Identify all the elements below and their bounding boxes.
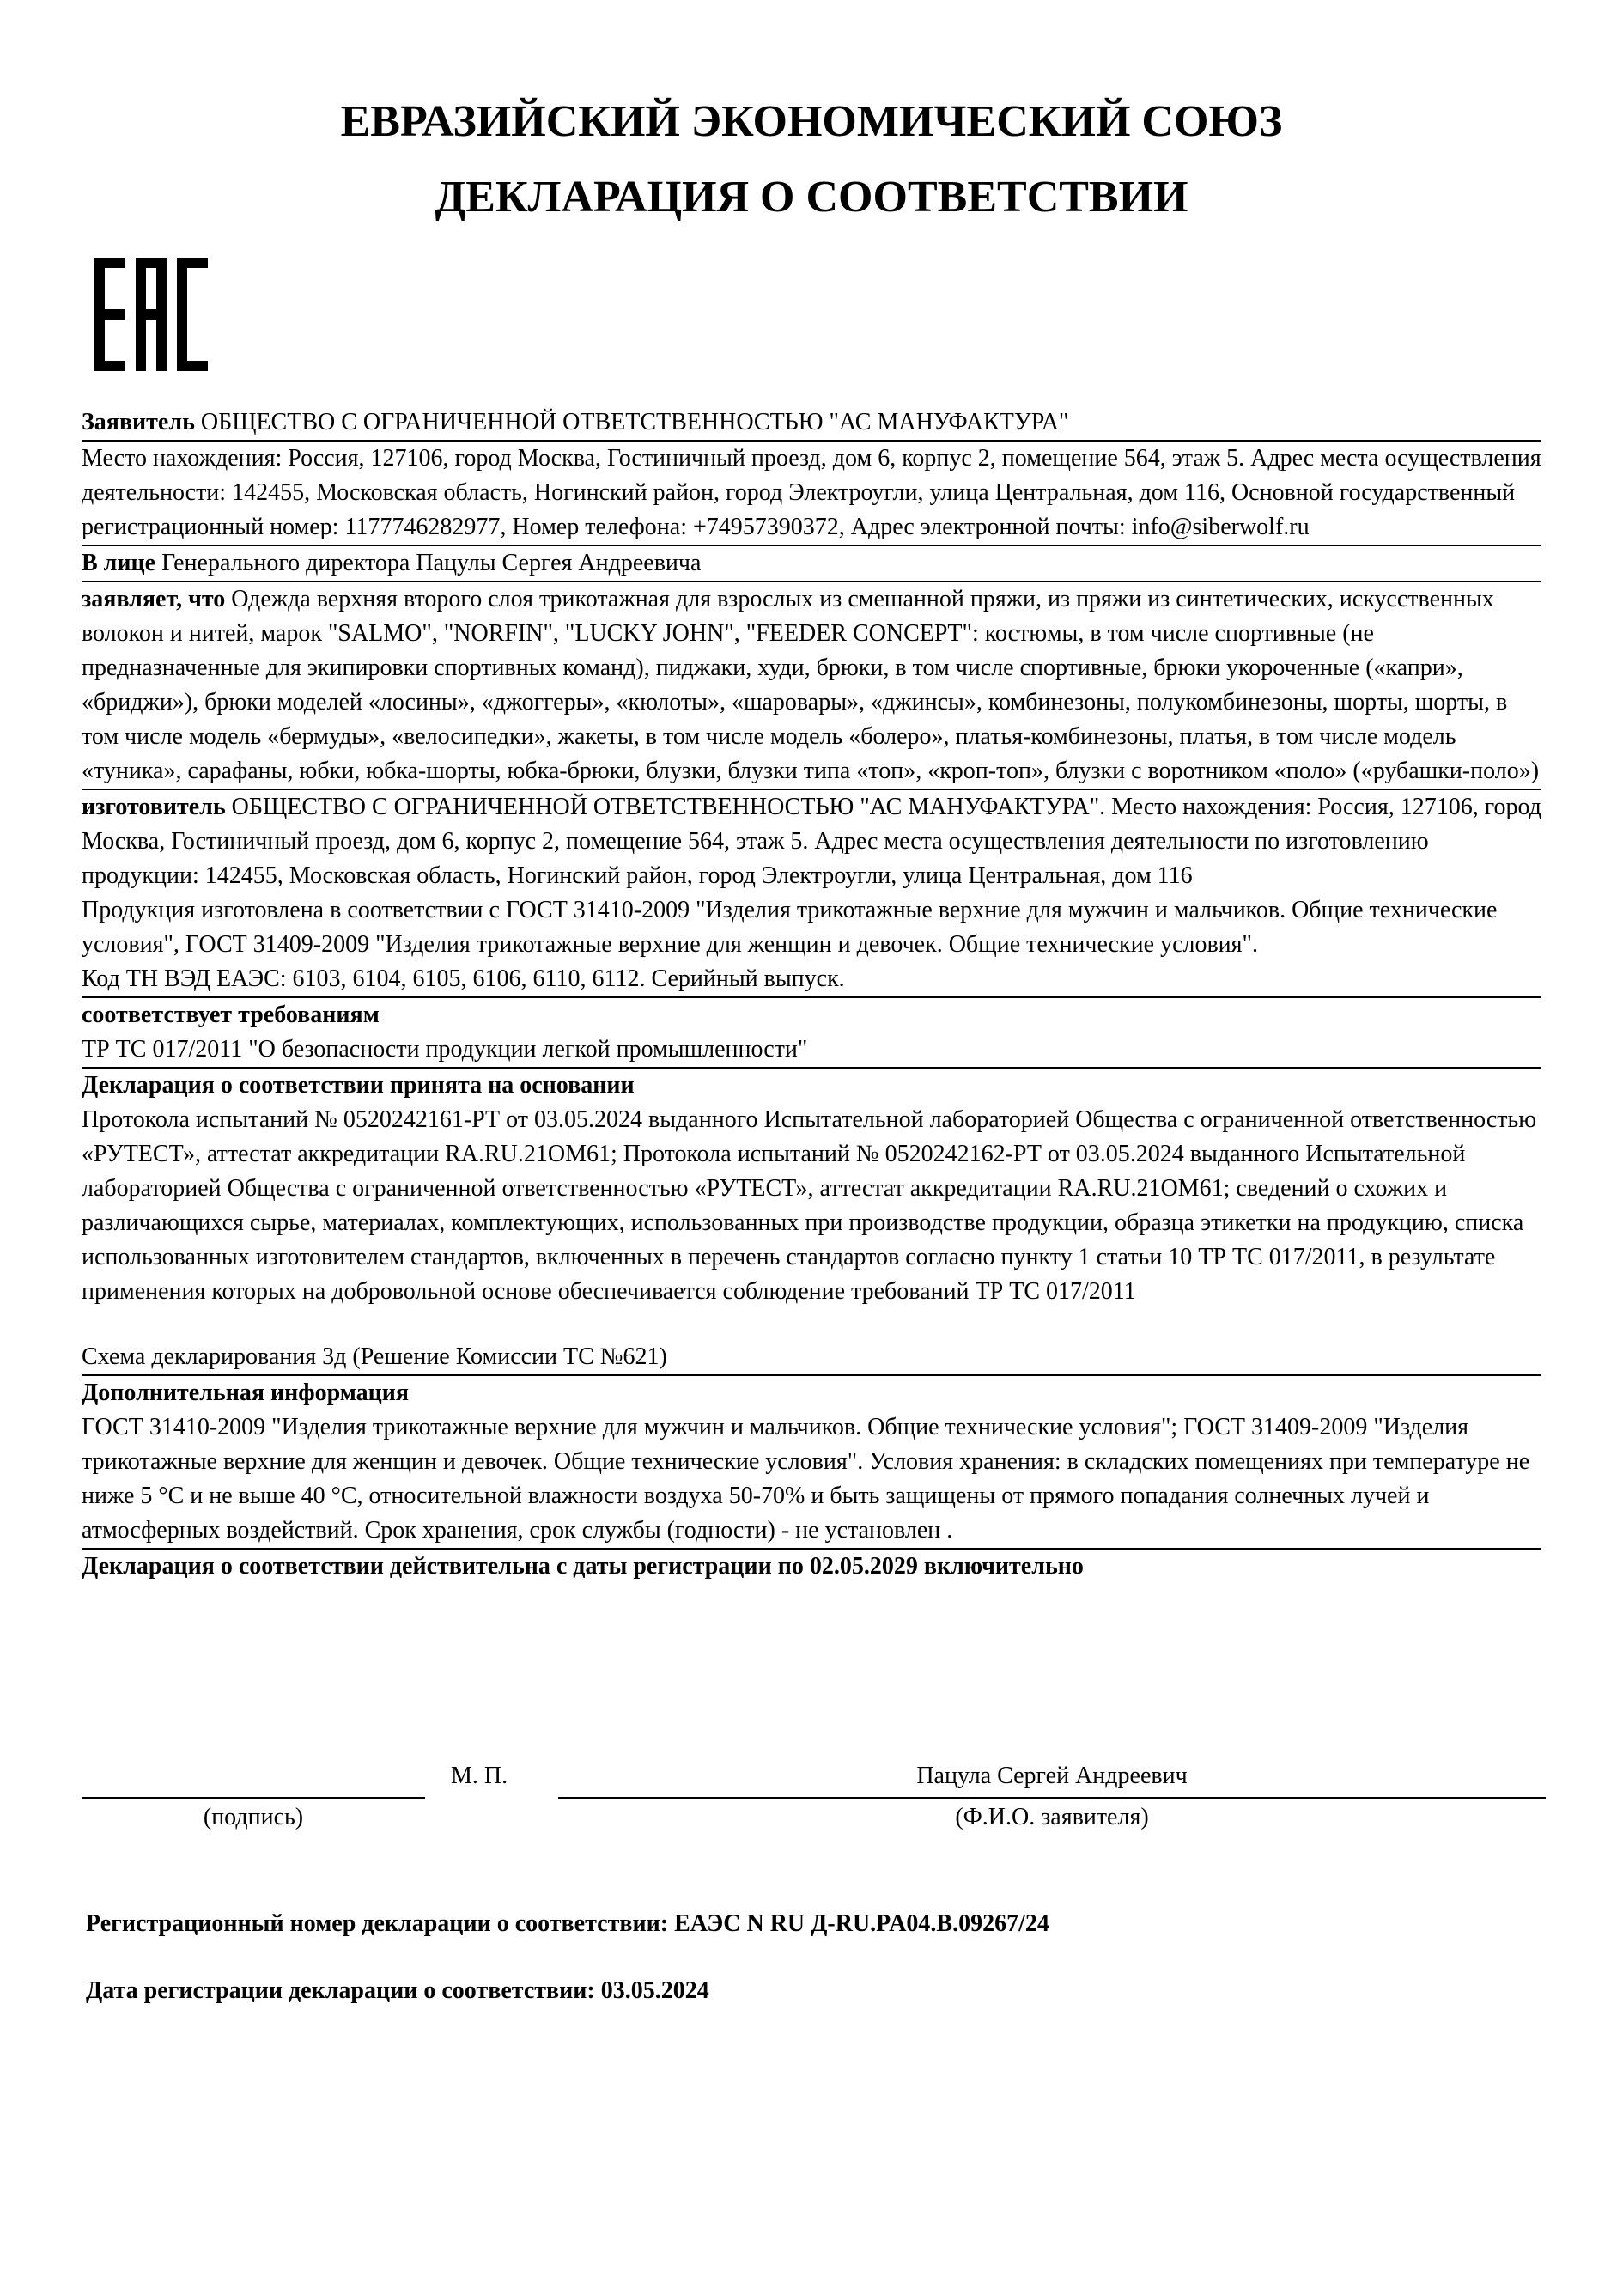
manufacturing-standards: Продукция изготовлена в соответствии с ГОСТ 31410-2009 "Изделия трикотажные верхние для мужчин и мальчиков. Общие технические условия", ГОСТ 31409-2009 "Изделия трикотажные верхние для женщин и девочек. Общие технические условия". bbox=[82, 897, 1498, 958]
product-codes: Код ТН ВЭД ЕАЭС: 6103, 6104, 6105, 6106, 6110, 6112. Серийный выпуск. bbox=[82, 962, 1541, 998]
declares-label: заявляет, что bbox=[82, 586, 226, 612]
manufacturer-text: ОБЩЕСТВО С ОГРАНИЧЕННОЙ ОТВЕТСТВЕННОСТЬЮ "АС МАНУФАКТУРА". Место нахождения: Россия, 127106, город Москва, Гостиничный проезд, дом 6, корпус 2, помещение 564, этаж 5. Адрес места осуществления деятельности по изготовлению продукции: 142455, Московская область, Ногинский район, город Электроугли, улица Центральная, дом 116 bbox=[82, 794, 1541, 889]
signer-name-caption: (Ф.И.О. заявителя) bbox=[955, 1804, 1149, 1830]
applicant-name: ОБЩЕСТВО С ОГРАНИЧЕННОЙ ОТВЕТСТВЕННОСТЬЮ "АС МАНУФАКТУРА" bbox=[200, 409, 1069, 435]
stamp-placeholder: М. П. bbox=[451, 1763, 508, 1789]
manufacturer-row bbox=[82, 790, 1541, 893]
additional-info-label: Дополнительная информация bbox=[82, 1379, 410, 1406]
applicant-row bbox=[82, 405, 1541, 442]
product-description: Одежда верхняя второго слоя трикотажная для взрослых из смешанной пряжи, из пряжи из синтетических, искусственных волокон и нитей, марок "SALMO", "NORFIN", "LUCKY JOHN", "FEEDER CONCEPT": костюмы, в том числе спортивные (не предназначенные для экипировки спортивных команд), пиджаки, худи, брюки, в том числе спортивные, брюки укороченные («капри», «бриджи»), брюки моделей «лосины», «джоггеры», «кюлоты», «шаровары», «джинсы», комбинезоны, полукомбинезоны, шорты, шорты, в том числе модель «бермуды», «велосипедки», жакеты, в том числе модель «болеро», платья-комбинезоны, платья, в том числе модель «туника», сарафаны, юбки, юбка-шорты, юбка-брюки, блузки, блузки типа «топ», «кроп-топ», блузки с воротником «поло» («рубашки-поло») bbox=[82, 586, 1540, 784]
signature-caption: (подпись) bbox=[203, 1804, 304, 1830]
applicant-label: Заявитель bbox=[82, 409, 195, 435]
basis-text: Протокола испытаний № 0520242161-РТ от 03.05.2024 выданного Испытательной лабораторией Общества с ограниченной ответственностью «РУТЕСТ», аттестат аккредитации RA.RU.21ОМ61; Протокола испытаний № 0520242162-РТ от 03.05.2024 выданного Испытательной лабораторией Общества с ограниченной ответственностью «РУТЕСТ», аттестат аккредитации RA.RU.21ОМ61; сведений о схожих и различающихся сырье, материалах, комплектующих, использованных при производстве продукции, образца этикетки на продукцию, списка использованных изготовителем стандартов, включенных в перечень стандартов согласно пункту 1 статьи 10 ТР ТС 017/2011, в результате применения которых на добровольной основе обеспечивается соблюдение требований ТР ТС 017/2011 bbox=[82, 1106, 1537, 1305]
representative-row bbox=[82, 546, 1541, 582]
declaration-scheme: Схема декларирования 3д (Решение Комиссии ТС №621) bbox=[82, 1340, 1541, 1376]
document-title: ДЕКЛАРАЦИЯ О СООТВЕТСТВИИ bbox=[435, 173, 1188, 222]
manufacturer-label: изготовитель bbox=[82, 794, 226, 820]
eac-logo-icon bbox=[94, 258, 215, 378]
basis-label: Декларация о соответствии принята на основании bbox=[82, 1072, 635, 1099]
declares-row bbox=[82, 582, 1541, 790]
representative-label: В лице bbox=[82, 550, 156, 576]
registration-date-label: Дата регистрации декларации о соответствии: bbox=[86, 1977, 595, 2004]
union-title: ЕВРАЗИЙСКИЙ ЭКОНОМИЧЕСКИЙ СОЮЗ bbox=[340, 97, 1283, 146]
signer-name-line bbox=[558, 1797, 1546, 1799]
registration-date-value: 03.05.2024 bbox=[600, 1977, 709, 2004]
requirements-text: ТР ТС 017/2011 "О безопасности продукции легкой промышленности" bbox=[82, 1032, 1541, 1069]
representative-text: Генерального директора Пацулы Сергея Андреевича bbox=[161, 550, 702, 576]
validity-statement: Декларация о соответствии действительна с даты регистрации по 02.05.2029 включительно bbox=[82, 1553, 1084, 1580]
signer-name: Пацула Сергей Андреевич bbox=[916, 1763, 1188, 1789]
additional-info-text: ГОСТ 31410-2009 "Изделия трикотажные верхние для мужчин и мальчиков. Общие технические условия"; ГОСТ 31409-2009 "Изделия трикотажные верхние для женщин и девочек. Общие технические условия". Условия хранения: в складских помещениях при температуре не ниже 5 °С и не выше 40 °С, относительной влажности воздуха 50-70% и быть защищены от прямого попадания солнечных лучей и атмосферных воздействий. Срок хранения, срок службы (годности) - не установлен . bbox=[82, 1410, 1541, 1550]
applicant-address: Место нахождения: Россия, 127106, город Москва, Гостиничный проезд, дом 6, корпус 2, помещение 564, этаж 5. Адрес места осуществления деятельности: 142455, Московская область, Ногинский район, город Электроугли, улица Центральная, дом 116, Основной государственный регистрационный номер: 1177746282977, Номер телефона: +74957390372, Адрес электронной почты: info@siberwolf.ru bbox=[82, 442, 1541, 546]
requirements-label: соответствует требованиям bbox=[82, 1002, 380, 1028]
registration-number-label: Регистрационный номер декларации о соответствии: bbox=[86, 1910, 669, 1937]
registration-date bbox=[86, 1976, 709, 2007]
registration-number-value: ЕАЭС N RU Д-RU.PA04.B.09267/24 bbox=[674, 1910, 1049, 1937]
declaration-body bbox=[82, 405, 1541, 1584]
registration-number bbox=[86, 1909, 1049, 1940]
signature-line bbox=[82, 1797, 425, 1799]
